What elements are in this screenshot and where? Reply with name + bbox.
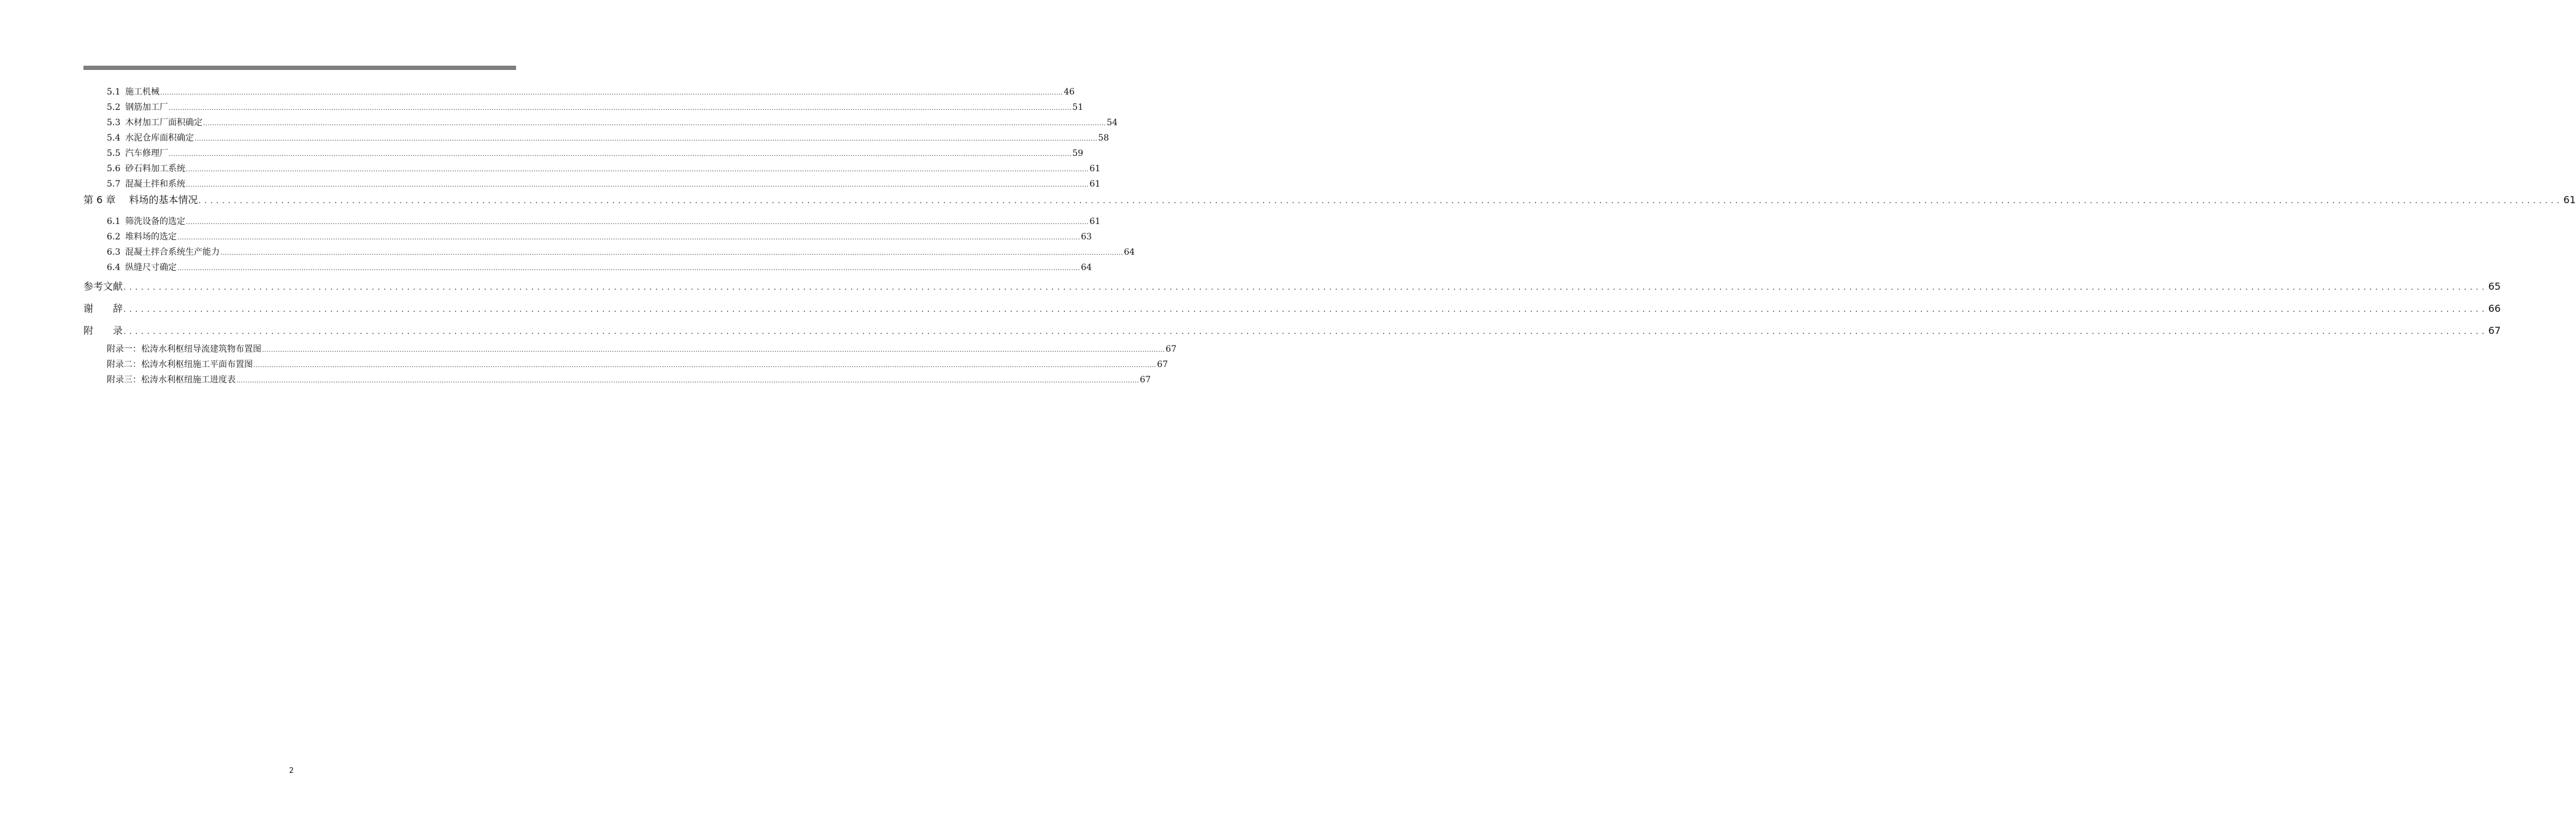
toc-entry-page: 58 <box>1098 133 1109 143</box>
toc-entry-label <box>83 320 123 342</box>
toc-entry-label <box>107 146 168 161</box>
toc-dot-leader: ................................................................................................................................................................................................................................................................................................................................................................................................................ <box>186 166 1089 173</box>
toc-section-entry[interactable] <box>83 357 1168 373</box>
toc-entry-page: 67 <box>1165 344 1177 354</box>
toc-entry-page: 46 <box>1063 87 1075 97</box>
toc-dot-leader: ................................................................................................................................................................................................................................................................................................................................................................................................................ <box>169 105 1072 112</box>
toc-entry-page: 61 <box>1089 217 1101 227</box>
toc-section-entry[interactable] <box>83 245 1135 260</box>
toc-entry-label <box>107 85 160 100</box>
toc-entry-page: 54 <box>1106 118 1118 128</box>
toc-entry-title: 混凝土拌合系统生产能力 <box>125 247 220 257</box>
toc-entry-label <box>107 161 185 177</box>
toc-section-entry[interactable] <box>83 230 1092 245</box>
toc-section-entry[interactable] <box>83 161 1101 177</box>
toc-entry-page: 67 <box>1140 375 1151 385</box>
toc-chapter-entry[interactable] <box>83 276 2501 298</box>
toc-entry-page: 63 <box>1081 232 1092 242</box>
toc-entry-title: 混凝土拌和系统 <box>125 179 185 189</box>
toc-entry-page: 61 <box>1089 179 1101 189</box>
toc-section-entry[interactable] <box>83 214 1101 230</box>
toc-entry-label <box>107 342 261 357</box>
toc-entry-page: 64 <box>1081 263 1092 273</box>
toc-entry-page: 61 <box>2563 194 2576 206</box>
toc-entry-number: 5.2 <box>107 103 121 112</box>
toc-entry-title: 筛洗设备的选定 <box>125 217 185 227</box>
toc-entry-title: 纵缝尺寸确定 <box>125 263 177 273</box>
toc-entry-number: 6.2 <box>107 232 121 242</box>
toc-entry-label <box>107 245 220 260</box>
toc-entry-label <box>107 115 202 131</box>
toc-dot-leader: ................................................................................................................................................................................................................................................................................................................................................................................................................ <box>177 234 1081 241</box>
toc-dot-leader: ................................................................................................................................................................................................................................................................................................................................................................................................................ <box>236 378 1140 384</box>
toc-entry-title: 附 录 <box>83 325 123 336</box>
toc-dot-leader: ................................................................................................................................................................................................................................................................................................................................................................................................................ <box>123 305 2488 314</box>
toc-dot-leader: ................................................................................................................................................................................................................................................................................................................................................................................................................ <box>220 250 1124 257</box>
toc-dot-leader: ................................................................................................................................................................................................................................................................................................................................................................................................................ <box>169 151 1072 158</box>
toc-entry-page: 65 <box>2488 281 2501 292</box>
toc-dot-leader: ................................................................................................................................................................................................................................................................................................................................................................................................................ <box>262 347 1165 354</box>
toc-entry-title: 砂石料加工系统 <box>125 164 185 174</box>
toc-entry-page: 67 <box>1157 360 1168 370</box>
toc-entry-number: 6.3 <box>107 247 121 257</box>
toc-entry-title: 钢筋加工厂 <box>125 103 168 112</box>
toc-entry-label <box>107 214 185 230</box>
toc-entry-label <box>107 131 194 146</box>
toc-entry-title: 水泥仓库面积确定 <box>125 133 194 143</box>
toc-entry-page: 51 <box>1072 103 1084 112</box>
toc-section-entry[interactable] <box>83 373 1151 388</box>
toc-entry-number: 5.1 <box>107 87 121 97</box>
toc-entry-label <box>107 100 168 115</box>
toc-section-entry[interactable] <box>83 131 1109 146</box>
toc-entry-label <box>107 177 185 192</box>
toc-entry-label <box>107 357 253 373</box>
toc-entry-number: 6.1 <box>107 217 121 227</box>
toc-dot-leader: ................................................................................................................................................................................................................................................................................................................................................................................................................ <box>195 136 1098 142</box>
toc-entry-page: 61 <box>1089 164 1101 174</box>
toc-section-entry[interactable] <box>83 146 1084 161</box>
toc-entry-title: 参考文献 <box>83 281 123 292</box>
toc-section-entry[interactable] <box>83 85 1075 100</box>
toc-entry-label <box>83 298 123 320</box>
toc-entry-label <box>107 230 177 245</box>
toc-dot-leader: ................................................................................................................................................................................................................................................................................................................................................................................................................ <box>186 182 1089 188</box>
toc-entry-title: 施工机械 <box>125 87 160 97</box>
toc-dot-leader: ................................................................................................................................................................................................................................................................................................................................................................................................................ <box>123 327 2488 336</box>
toc-entry-title: 谢 辞 <box>83 303 123 314</box>
toc-chapter-entry[interactable] <box>83 320 2501 342</box>
toc-entry-number: 5.5 <box>107 149 121 158</box>
toc-entry-label <box>83 276 123 298</box>
toc-entry-number: 5.6 <box>107 164 121 174</box>
toc-entry-page: 67 <box>2488 325 2501 336</box>
toc-entry-title: 附录三：松涛水利枢纽施工进度表 <box>107 375 236 385</box>
toc-section-entry[interactable] <box>83 260 1092 276</box>
table-of-contents <box>83 85 2576 388</box>
toc-section-entry[interactable] <box>83 342 1177 357</box>
toc-chapter-entry[interactable] <box>83 298 2501 320</box>
toc-entry-number: 5.7 <box>107 179 121 189</box>
toc-dot-leader: ................................................................................................................................................................................................................................................................................................................................................................................................................ <box>186 219 1089 226</box>
toc-entry-title: 附录一：松涛水利枢纽导流建筑物布置图 <box>107 344 261 354</box>
toc-entry-page: 59 <box>1072 149 1084 158</box>
toc-entry-number: 6.4 <box>107 263 121 273</box>
toc-entry-page: 64 <box>1124 247 1135 257</box>
toc-dot-leader: ................................................................................................................................................................................................................................................................................................................................................................................................................ <box>177 265 1081 272</box>
toc-entry-number: 5.4 <box>107 133 121 143</box>
toc-entry-title: 汽车修理厂 <box>125 149 168 158</box>
toc-section-entry[interactable] <box>83 100 1084 115</box>
toc-entry-page: 66 <box>2488 303 2501 314</box>
page-number: 2 <box>289 766 294 775</box>
toc-dot-leader: ................................................................................................................................................................................................................................................................................................................................................................................................................ <box>203 120 1106 127</box>
toc-entry-title: 料场的基本情况 <box>129 194 198 206</box>
toc-dot-leader: ................................................................................................................................................................................................................................................................................................................................................................................................................ <box>160 90 1063 96</box>
toc-dot-leader: ................................................................................................................................................................................................................................................................................................................................................................................................................ <box>253 362 1157 369</box>
toc-chapter-entry[interactable] <box>83 192 2576 208</box>
toc-entry-number: 第 6 章 <box>83 194 116 206</box>
toc-entry-title: 木材加工厂面积确定 <box>125 118 202 128</box>
toc-entry-title: 堆料场的选定 <box>125 232 177 242</box>
toc-section-entry[interactable] <box>83 115 1118 131</box>
toc-section-entry[interactable] <box>83 177 1101 192</box>
toc-entry-label <box>107 373 236 388</box>
toc-entry-label <box>107 260 177 276</box>
toc-dot-leader: ................................................................................................................................................................................................................................................................................................................................................................................................................ <box>198 196 2563 206</box>
toc-entry-title: 附录二：松涛水利枢纽施工平面布置图 <box>107 360 253 370</box>
header-rule <box>83 66 516 70</box>
toc-entry-number: 5.3 <box>107 118 121 128</box>
toc-entry-label <box>83 192 198 208</box>
toc-dot-leader: ................................................................................................................................................................................................................................................................................................................................................................................................................ <box>123 283 2488 292</box>
